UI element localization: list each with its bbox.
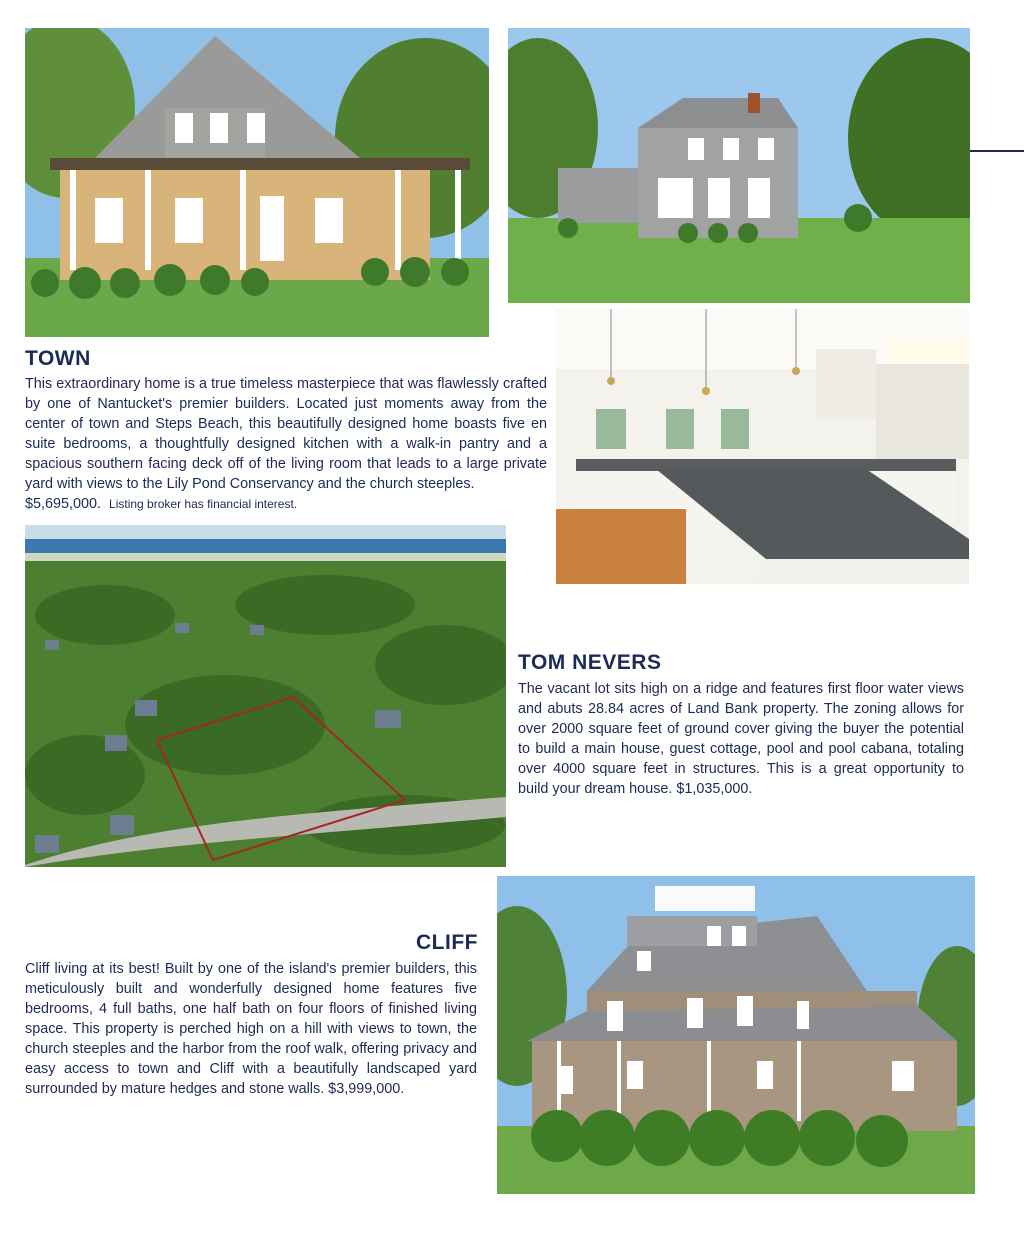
cliff-heading: CLIFF <box>416 931 478 954</box>
tom-nevers-heading: TOM NEVERS <box>518 651 662 674</box>
tom-nevers-description: The vacant lot sits high on a ridge and features first floor water views and abuts 28.84 acres of Land Bank property. The zoning allows for over 2000 square feet of ground cover giving the buyer the potential to build a main house, guest cottage, pool and pool cabana, totaling over 4000 square feet in structures. This is a great opportunity to build your dream house. $1,035,000. <box>518 681 964 797</box>
accent-rule <box>970 150 1024 152</box>
town-heading: TOWN <box>25 347 91 370</box>
tom-nevers-aerial-photo <box>25 525 506 867</box>
town-description <box>25 374 547 514</box>
town-house-front-photo <box>25 28 489 337</box>
town-broker-note: Listing broker has financial interest. <box>109 497 298 511</box>
town-kitchen-photo <box>556 309 969 584</box>
cliff-description: Cliff living at its best! Built by one of the island's premier builders, this meticulously built and wonderfully designed home features five bedrooms, 4 full baths, one half bath on four floors of finished living space. This property is perched high on a hill with views to town, the church steeples and the harbor from the roof walk, offering privacy and easy access to town and Cliff with a beautifully landscaped yard surrounded by mature hedges and stone walls. $3,999,000. <box>25 961 477 1097</box>
town-price: $5,695,000. <box>25 496 102 512</box>
town-house-rear-photo <box>508 28 970 303</box>
town-description-text: This extraordinary home is a true timeless masterpiece that was flawlessly crafted by one of Nantucket's premier builders. Located just moments away from the center of town and Steps Beach, this beautifully designed home boasts five en suite bedrooms, a thoughtfully designed kitchen with a walk-in pantry and a spacious southern facing deck off of the living room that leads to a large private yard with views to the Lily Pond Conservancy and the church steeples. <box>25 376 547 492</box>
cliff-house-photo <box>497 876 975 1194</box>
